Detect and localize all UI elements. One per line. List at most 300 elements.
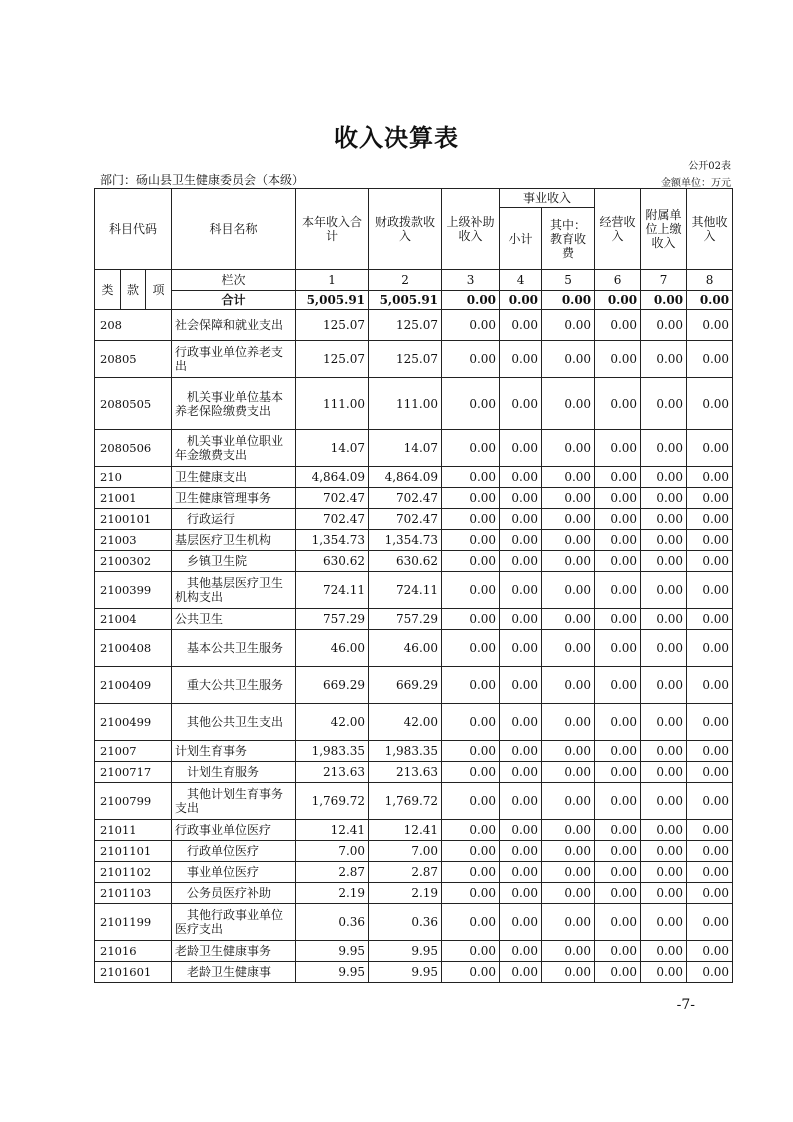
row-value: 0.00: [595, 551, 641, 572]
row-value: 724.11: [296, 572, 369, 609]
row-value: 0.00: [641, 704, 687, 741]
table-row: [95, 741, 733, 762]
row-value: 0.00: [500, 883, 542, 904]
row-value: 0.00: [542, 741, 595, 762]
colnum: 5: [542, 270, 595, 291]
row-value: 702.47: [369, 488, 442, 509]
row-value: 0.00: [500, 488, 542, 509]
row-value: 12.41: [369, 820, 442, 841]
row-value: 0.00: [687, 378, 733, 430]
row-value: 0.00: [500, 962, 542, 983]
table-row: [95, 883, 733, 904]
row-value: 0.00: [442, 841, 500, 862]
row-value: 0.00: [687, 509, 733, 530]
row-value: 0.00: [500, 820, 542, 841]
row-value: 1,769.72: [296, 783, 369, 820]
row-name: 社会保障和就业支出: [172, 310, 296, 341]
row-value: 630.62: [296, 551, 369, 572]
row-value: 0.00: [595, 820, 641, 841]
row-value: 1,354.73: [296, 530, 369, 551]
row-value: 0.00: [500, 841, 542, 862]
row-value: 0.00: [595, 509, 641, 530]
row-value: 1,983.35: [369, 741, 442, 762]
row-value: 9.95: [296, 962, 369, 983]
table-row: [95, 430, 733, 467]
row-value: 0.36: [369, 904, 442, 941]
row-value: 0.00: [595, 904, 641, 941]
row-value: 14.07: [369, 430, 442, 467]
row-value: 0.00: [542, 704, 595, 741]
row-value: 0.00: [687, 667, 733, 704]
table-row: [95, 551, 733, 572]
total-value: 0.00: [687, 291, 733, 310]
row-value: 0.00: [687, 962, 733, 983]
row-value: 4,864.09: [369, 467, 442, 488]
total-label: 合计: [172, 291, 296, 310]
row-value: 0.00: [595, 941, 641, 962]
colnum: 8: [687, 270, 733, 291]
total-value: 0.00: [595, 291, 641, 310]
row-value: 0.00: [500, 530, 542, 551]
row-value: 0.00: [641, 467, 687, 488]
row-value: 0.00: [442, 667, 500, 704]
row-value: 0.00: [641, 741, 687, 762]
row-value: 0.00: [641, 572, 687, 609]
row-value: 125.07: [296, 341, 369, 378]
row-value: 0.00: [542, 941, 595, 962]
row-code: 21007: [95, 741, 172, 762]
row-name: 公共卫生: [172, 609, 296, 630]
row-value: 125.07: [369, 310, 442, 341]
row-name: 行政运行: [172, 509, 296, 530]
row-value: 702.47: [296, 488, 369, 509]
row-value: 0.00: [500, 378, 542, 430]
row-value: 0.00: [542, 667, 595, 704]
row-value: 42.00: [296, 704, 369, 741]
row-value: 0.00: [500, 551, 542, 572]
row-value: 2.19: [296, 883, 369, 904]
table-row: [95, 488, 733, 509]
total-row: [95, 291, 733, 310]
table-row: [95, 820, 733, 841]
header-other: 其他收入: [687, 189, 733, 270]
row-value: 0.36: [296, 904, 369, 941]
row-code: 21001: [95, 488, 172, 509]
row-name: 卫生健康支出: [172, 467, 296, 488]
row-name: 卫生健康管理事务: [172, 488, 296, 509]
row-value: 0.00: [687, 630, 733, 667]
row-value: 0.00: [641, 667, 687, 704]
page-title: 收入决算表: [334, 123, 459, 152]
row-value: 0.00: [595, 341, 641, 378]
row-value: 0.00: [500, 741, 542, 762]
row-value: 2.87: [296, 862, 369, 883]
row-value: 0.00: [687, 609, 733, 630]
row-name: 重大公共卫生服务: [172, 667, 296, 704]
total-value: 0.00: [542, 291, 595, 310]
row-value: 0.00: [542, 530, 595, 551]
row-value: 14.07: [296, 430, 369, 467]
row-value: 0.00: [442, 741, 500, 762]
row-value: 0.00: [500, 310, 542, 341]
row-value: 0.00: [442, 509, 500, 530]
row-code: 2100717: [95, 762, 172, 783]
row-code: 2080505: [95, 378, 172, 430]
row-value: 1,354.73: [369, 530, 442, 551]
header-code: 科目代码: [95, 189, 172, 270]
row-value: 0.00: [595, 962, 641, 983]
row-value: 0.00: [500, 904, 542, 941]
row-value: 0.00: [542, 630, 595, 667]
row-value: 0.00: [595, 783, 641, 820]
row-value: 0.00: [442, 783, 500, 820]
row-value: 46.00: [369, 630, 442, 667]
table-row: [95, 341, 733, 378]
row-value: 0.00: [442, 430, 500, 467]
row-value: 0.00: [595, 862, 641, 883]
row-value: 0.00: [641, 904, 687, 941]
row-value: 0.00: [595, 667, 641, 704]
row-value: 0.00: [442, 341, 500, 378]
row-value: 0.00: [442, 488, 500, 509]
row-value: 0.00: [542, 509, 595, 530]
row-value: 2.19: [369, 883, 442, 904]
row-value: 0.00: [687, 904, 733, 941]
row-value: 0.00: [442, 609, 500, 630]
row-value: 0.00: [442, 378, 500, 430]
row-value: 0.00: [641, 883, 687, 904]
row-value: 0.00: [687, 572, 733, 609]
row-value: 0.00: [641, 783, 687, 820]
row-value: 2.87: [369, 862, 442, 883]
row-value: 12.41: [296, 820, 369, 841]
row-name: 行政单位医疗: [172, 841, 296, 862]
row-value: 1,769.72: [369, 783, 442, 820]
table-row: [95, 572, 733, 609]
row-value: 0.00: [641, 430, 687, 467]
table-row: [95, 783, 733, 820]
row-value: 0.00: [542, 378, 595, 430]
row-code: 2100408: [95, 630, 172, 667]
row-value: 702.47: [369, 509, 442, 530]
row-value: 0.00: [500, 430, 542, 467]
header-operating: 经营收入: [595, 189, 641, 270]
row-code: 2101103: [95, 883, 172, 904]
colnum: 7: [641, 270, 687, 291]
row-name: 公务员医疗补助: [172, 883, 296, 904]
row-name: 计划生育事务: [172, 741, 296, 762]
row-value: 0.00: [641, 341, 687, 378]
row-value: 0.00: [595, 430, 641, 467]
row-name: 老龄卫生健康事务: [172, 941, 296, 962]
row-value: 4,864.09: [296, 467, 369, 488]
row-value: 0.00: [442, 762, 500, 783]
row-name: 其他计划生育事务支出: [172, 783, 296, 820]
header-edu: 其中：教育收费: [542, 208, 595, 270]
row-value: 1,983.35: [296, 741, 369, 762]
row-value: 0.00: [687, 551, 733, 572]
row-value: 0.00: [542, 572, 595, 609]
row-name: 其他行政事业单位医疗支出: [172, 904, 296, 941]
table-row: [95, 941, 733, 962]
row-value: 724.11: [369, 572, 442, 609]
total-value: 5,005.91: [369, 291, 442, 310]
row-value: 0.00: [542, 310, 595, 341]
total-value: 0.00: [500, 291, 542, 310]
colnum: 4: [500, 270, 542, 291]
amount-unit-label: 金额单位：万元: [661, 178, 731, 189]
table-row: [95, 609, 733, 630]
row-value: 111.00: [369, 378, 442, 430]
row-value: 0.00: [442, 572, 500, 609]
row-code: 21016: [95, 941, 172, 962]
row-value: 0.00: [595, 883, 641, 904]
row-value: 0.00: [687, 488, 733, 509]
row-code: 2101601: [95, 962, 172, 983]
row-value: 0.00: [442, 941, 500, 962]
row-value: 0.00: [500, 572, 542, 609]
row-value: 0.00: [442, 883, 500, 904]
row-value: 0.00: [595, 530, 641, 551]
row-value: 0.00: [500, 630, 542, 667]
row-value: 0.00: [542, 467, 595, 488]
row-value: 0.00: [641, 762, 687, 783]
header-total-income: 本年收入合计: [296, 189, 369, 270]
row-value: 0.00: [641, 310, 687, 341]
row-value: 0.00: [641, 530, 687, 551]
row-value: 125.07: [296, 310, 369, 341]
row-name: 机关事业单位职业年金缴费支出: [172, 430, 296, 467]
row-value: 0.00: [442, 904, 500, 941]
row-name: 乡镇卫生院: [172, 551, 296, 572]
department-label: 部门：砀山县卫生健康委员会（本级）: [100, 173, 305, 187]
row-value: 0.00: [687, 941, 733, 962]
table-row: [95, 667, 733, 704]
row-value: 0.00: [595, 704, 641, 741]
row-value: 630.62: [369, 551, 442, 572]
row-value: 0.00: [595, 467, 641, 488]
row-value: 0.00: [641, 941, 687, 962]
row-code: 2100399: [95, 572, 172, 609]
row-value: 0.00: [442, 551, 500, 572]
row-value: 0.00: [641, 378, 687, 430]
row-value: 0.00: [641, 630, 687, 667]
row-name: 老龄卫生健康事: [172, 962, 296, 983]
header-fiscal: 财政拨款收入: [369, 189, 442, 270]
row-value: 0.00: [687, 467, 733, 488]
row-value: 0.00: [500, 941, 542, 962]
table-header: [95, 189, 733, 310]
row-value: 0.00: [595, 609, 641, 630]
total-value: 5,005.91: [296, 291, 369, 310]
row-value: 0.00: [542, 341, 595, 378]
row-value: 0.00: [500, 862, 542, 883]
header-xiang: 项: [146, 270, 172, 310]
table-row: [95, 841, 733, 862]
form-number: 公开02表: [688, 161, 731, 172]
table-row: [95, 630, 733, 667]
row-name: 基本公共卫生服务: [172, 630, 296, 667]
income-final-accounts-table: [94, 188, 733, 983]
row-value: 0.00: [542, 430, 595, 467]
row-value: 757.29: [369, 609, 442, 630]
row-value: 0.00: [687, 783, 733, 820]
row-value: 0.00: [442, 820, 500, 841]
row-value: 0.00: [687, 704, 733, 741]
row-value: 111.00: [296, 378, 369, 430]
row-value: 702.47: [296, 509, 369, 530]
row-value: 0.00: [641, 862, 687, 883]
row-value: 0.00: [687, 841, 733, 862]
row-value: 0.00: [687, 530, 733, 551]
row-value: 0.00: [442, 467, 500, 488]
row-value: 0.00: [542, 488, 595, 509]
row-value: 0.00: [595, 378, 641, 430]
row-value: 757.29: [296, 609, 369, 630]
row-value: 0.00: [687, 430, 733, 467]
row-value: 9.95: [369, 941, 442, 962]
row-value: 0.00: [687, 820, 733, 841]
row-value: 0.00: [500, 467, 542, 488]
row-value: 0.00: [595, 762, 641, 783]
header-lei: 类: [95, 270, 121, 310]
row-value: 0.00: [641, 488, 687, 509]
colnum: 1: [296, 270, 369, 291]
row-value: 0.00: [542, 904, 595, 941]
row-value: 0.00: [500, 704, 542, 741]
row-code: 2100499: [95, 704, 172, 741]
row-code: 2100799: [95, 783, 172, 820]
table-row: [95, 378, 733, 430]
row-code: 208: [95, 310, 172, 341]
row-code: 2080506: [95, 430, 172, 467]
row-code: 21004: [95, 609, 172, 630]
row-value: 0.00: [687, 883, 733, 904]
row-name: 其他基层医疗卫生机构支出: [172, 572, 296, 609]
row-value: 125.07: [369, 341, 442, 378]
row-value: 0.00: [595, 630, 641, 667]
row-name: 其他公共卫生支出: [172, 704, 296, 741]
row-value: 9.95: [369, 962, 442, 983]
row-value: 0.00: [500, 341, 542, 378]
row-value: 0.00: [595, 488, 641, 509]
row-value: 0.00: [442, 630, 500, 667]
row-value: 0.00: [500, 667, 542, 704]
row-name: 行政事业单位医疗: [172, 820, 296, 841]
colnum: 6: [595, 270, 641, 291]
row-name: 事业单位医疗: [172, 862, 296, 883]
row-value: 0.00: [500, 783, 542, 820]
row-value: 7.00: [369, 841, 442, 862]
row-value: 7.00: [296, 841, 369, 862]
header-subtotal: 小计: [500, 208, 542, 270]
row-code: 20805: [95, 341, 172, 378]
row-value: 0.00: [442, 704, 500, 741]
header-kuan: 款: [121, 270, 146, 310]
row-value: 0.00: [442, 862, 500, 883]
row-value: 0.00: [687, 762, 733, 783]
row-value: 0.00: [595, 310, 641, 341]
row-code: 21003: [95, 530, 172, 551]
row-code: 2100302: [95, 551, 172, 572]
table-row: [95, 904, 733, 941]
total-value: 0.00: [442, 291, 500, 310]
row-value: 0.00: [542, 783, 595, 820]
row-value: 669.29: [296, 667, 369, 704]
row-value: 0.00: [442, 310, 500, 341]
row-value: 9.95: [296, 941, 369, 962]
row-value: 0.00: [687, 862, 733, 883]
table-row: [95, 509, 733, 530]
header-superior: 上级补助收入: [442, 189, 500, 270]
table-row: [95, 530, 733, 551]
table-body: [95, 310, 733, 983]
row-value: 0.00: [442, 530, 500, 551]
header-name: 科目名称: [172, 189, 296, 270]
row-name: 基层医疗卫生机构: [172, 530, 296, 551]
row-value: 0.00: [442, 962, 500, 983]
row-value: 0.00: [687, 741, 733, 762]
table-row: [95, 962, 733, 983]
header-lanci: 栏次: [172, 270, 296, 291]
row-name: 机关事业单位基本养老保险缴费支出: [172, 378, 296, 430]
row-value: 46.00: [296, 630, 369, 667]
row-value: 0.00: [641, 609, 687, 630]
header-affiliated: 附属单位上缴收入: [641, 189, 687, 270]
row-value: 669.29: [369, 667, 442, 704]
row-value: 0.00: [595, 741, 641, 762]
header-career: 事业收入: [500, 189, 595, 208]
row-code: 210: [95, 467, 172, 488]
row-value: 0.00: [542, 609, 595, 630]
row-value: 0.00: [641, 509, 687, 530]
page-number: -7-: [676, 997, 695, 1013]
table-row: [95, 862, 733, 883]
row-value: 0.00: [595, 572, 641, 609]
table-row: [95, 704, 733, 741]
row-value: 0.00: [542, 551, 595, 572]
row-value: 0.00: [500, 609, 542, 630]
row-name: 计划生育服务: [172, 762, 296, 783]
row-name: 行政事业单位养老支出: [172, 341, 296, 378]
row-code: 21011: [95, 820, 172, 841]
row-value: 42.00: [369, 704, 442, 741]
row-value: 0.00: [687, 341, 733, 378]
row-value: 0.00: [500, 762, 542, 783]
row-value: 213.63: [369, 762, 442, 783]
row-value: 0.00: [542, 862, 595, 883]
row-value: 213.63: [296, 762, 369, 783]
row-value: 0.00: [500, 509, 542, 530]
row-value: 0.00: [641, 962, 687, 983]
row-value: 0.00: [595, 841, 641, 862]
row-code: 2101101: [95, 841, 172, 862]
row-value: 0.00: [641, 551, 687, 572]
row-value: 0.00: [687, 310, 733, 341]
table-row: [95, 310, 733, 341]
colnum: 2: [369, 270, 442, 291]
row-value: 0.00: [542, 841, 595, 862]
row-value: 0.00: [641, 820, 687, 841]
row-value: 0.00: [542, 762, 595, 783]
row-value: 0.00: [641, 841, 687, 862]
row-code: 2101199: [95, 904, 172, 941]
row-code: 2101102: [95, 862, 172, 883]
colnum: 3: [442, 270, 500, 291]
table-row: [95, 467, 733, 488]
row-code: 2100409: [95, 667, 172, 704]
row-value: 0.00: [542, 962, 595, 983]
